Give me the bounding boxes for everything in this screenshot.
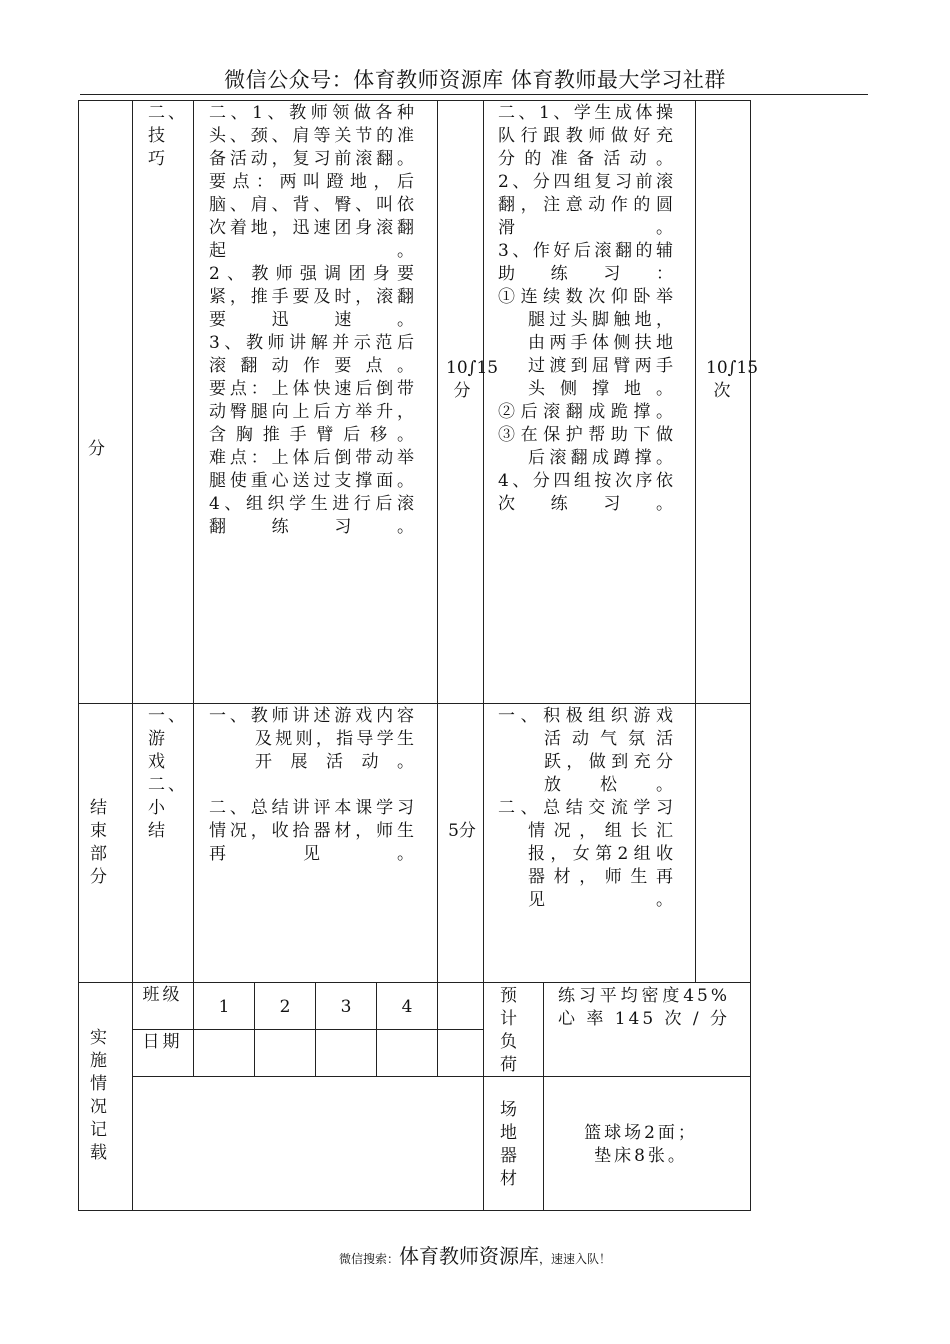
student-activities-main (498, 102, 676, 516)
teacher-step: 要点：上体快速后倒带动臀腿向上后方举升，含胸推手臂后移。 (209, 379, 417, 445)
load-label: 预计负荷 (500, 986, 520, 1075)
student-drill: ②后滚翻成跪撑。 (498, 402, 676, 422)
date-label: 日期 (142, 1032, 183, 1052)
teacher-activities-main (209, 102, 417, 539)
student-step: 二、1、学生成体操队行跟教师做好充分的准备活动。 (498, 103, 676, 169)
content-label-end: 一、游戏二、小结 (148, 706, 188, 841)
student-step: 3、作好后滚翻的辅助练习： (498, 241, 676, 284)
student-activities-end (498, 705, 676, 912)
page-footer (0, 1240, 950, 1269)
student-step: 2、分四组复习前滚翻，注意动作的圆滑。 (498, 172, 676, 238)
part-label-end: 结束部分 (90, 798, 110, 887)
student-step: 一、积极组织游戏活动气氛活跃，做到充分放松。 (498, 706, 676, 795)
teacher-activities-end (209, 705, 417, 866)
footer-name: 体育教师资源库 (399, 1244, 539, 1268)
venue-line: 篮球场2面； (584, 1123, 698, 1143)
student-drill: ③在保护帮助下做后滚翻成蹲撑。 (498, 425, 676, 468)
teacher-step: 要点：两叫蹬地，后脑、肩、背、臀、叫依次着地，迅速团身滚翻起。 (209, 172, 417, 261)
content-label-skills: 二、技巧 (148, 103, 188, 169)
class-cell: 4 (401, 997, 413, 1017)
class-cell: 1 (218, 997, 230, 1017)
count-main: 10∫15次 (706, 358, 759, 401)
class-cell: 3 (340, 997, 352, 1017)
teacher-step: 4、组织学生进行后滚翻练习。 (209, 494, 417, 537)
teacher-step: 3、教师讲解并示范后滚翻动作要点。 (209, 333, 417, 376)
venue-label: 场地器材 (500, 1100, 520, 1189)
teacher-step: 二、总结讲评本课学习情况，收拾器材，师生再见。 (209, 798, 417, 864)
page-header: 微信公众号：体育教师资源库 体育教师最大学习社群 (224, 68, 726, 92)
footer-prefix: 微信搜索： (338, 1252, 399, 1266)
student-step: 二、总结交流学习情况，组长汇报，女第2组收器材，师生再见。 (498, 798, 676, 910)
part-label-main: 分 (88, 439, 108, 459)
time-main: 10∫15分 (446, 358, 499, 401)
venue-line: 垫床8张。 (594, 1146, 688, 1166)
teacher-step: 难点：上体后倒带动举腿使重心送过支撑面。 (209, 448, 417, 491)
teacher-step: 一、教师讲述游戏内容及规则，指导学生开展活动。 (209, 706, 417, 772)
time-end: 5分 (448, 821, 476, 841)
teacher-step: 二、1、教师领做各种头、颈、肩等关节的准备活动，复习前滚翻。 (209, 103, 417, 169)
footer-suffix: ，速速入队！ (539, 1252, 612, 1266)
student-step: 4、分四组按次序依次练习。 (498, 471, 676, 514)
teacher-step: 2、教师强调团身要紧，推手要及时，滚翻要迅速。 (209, 264, 417, 330)
class-cell: 2 (279, 997, 291, 1017)
class-label: 班级 (142, 985, 183, 1005)
student-drill: ①连续数次仰卧举腿过头脚触地，由两手体侧扶地过渡到屈臂两手头侧撑地。 (498, 287, 676, 399)
load-text: 练习平均密度45%心率145次/分 (558, 986, 730, 1029)
record-title: 实施情况记载 (90, 1028, 110, 1163)
